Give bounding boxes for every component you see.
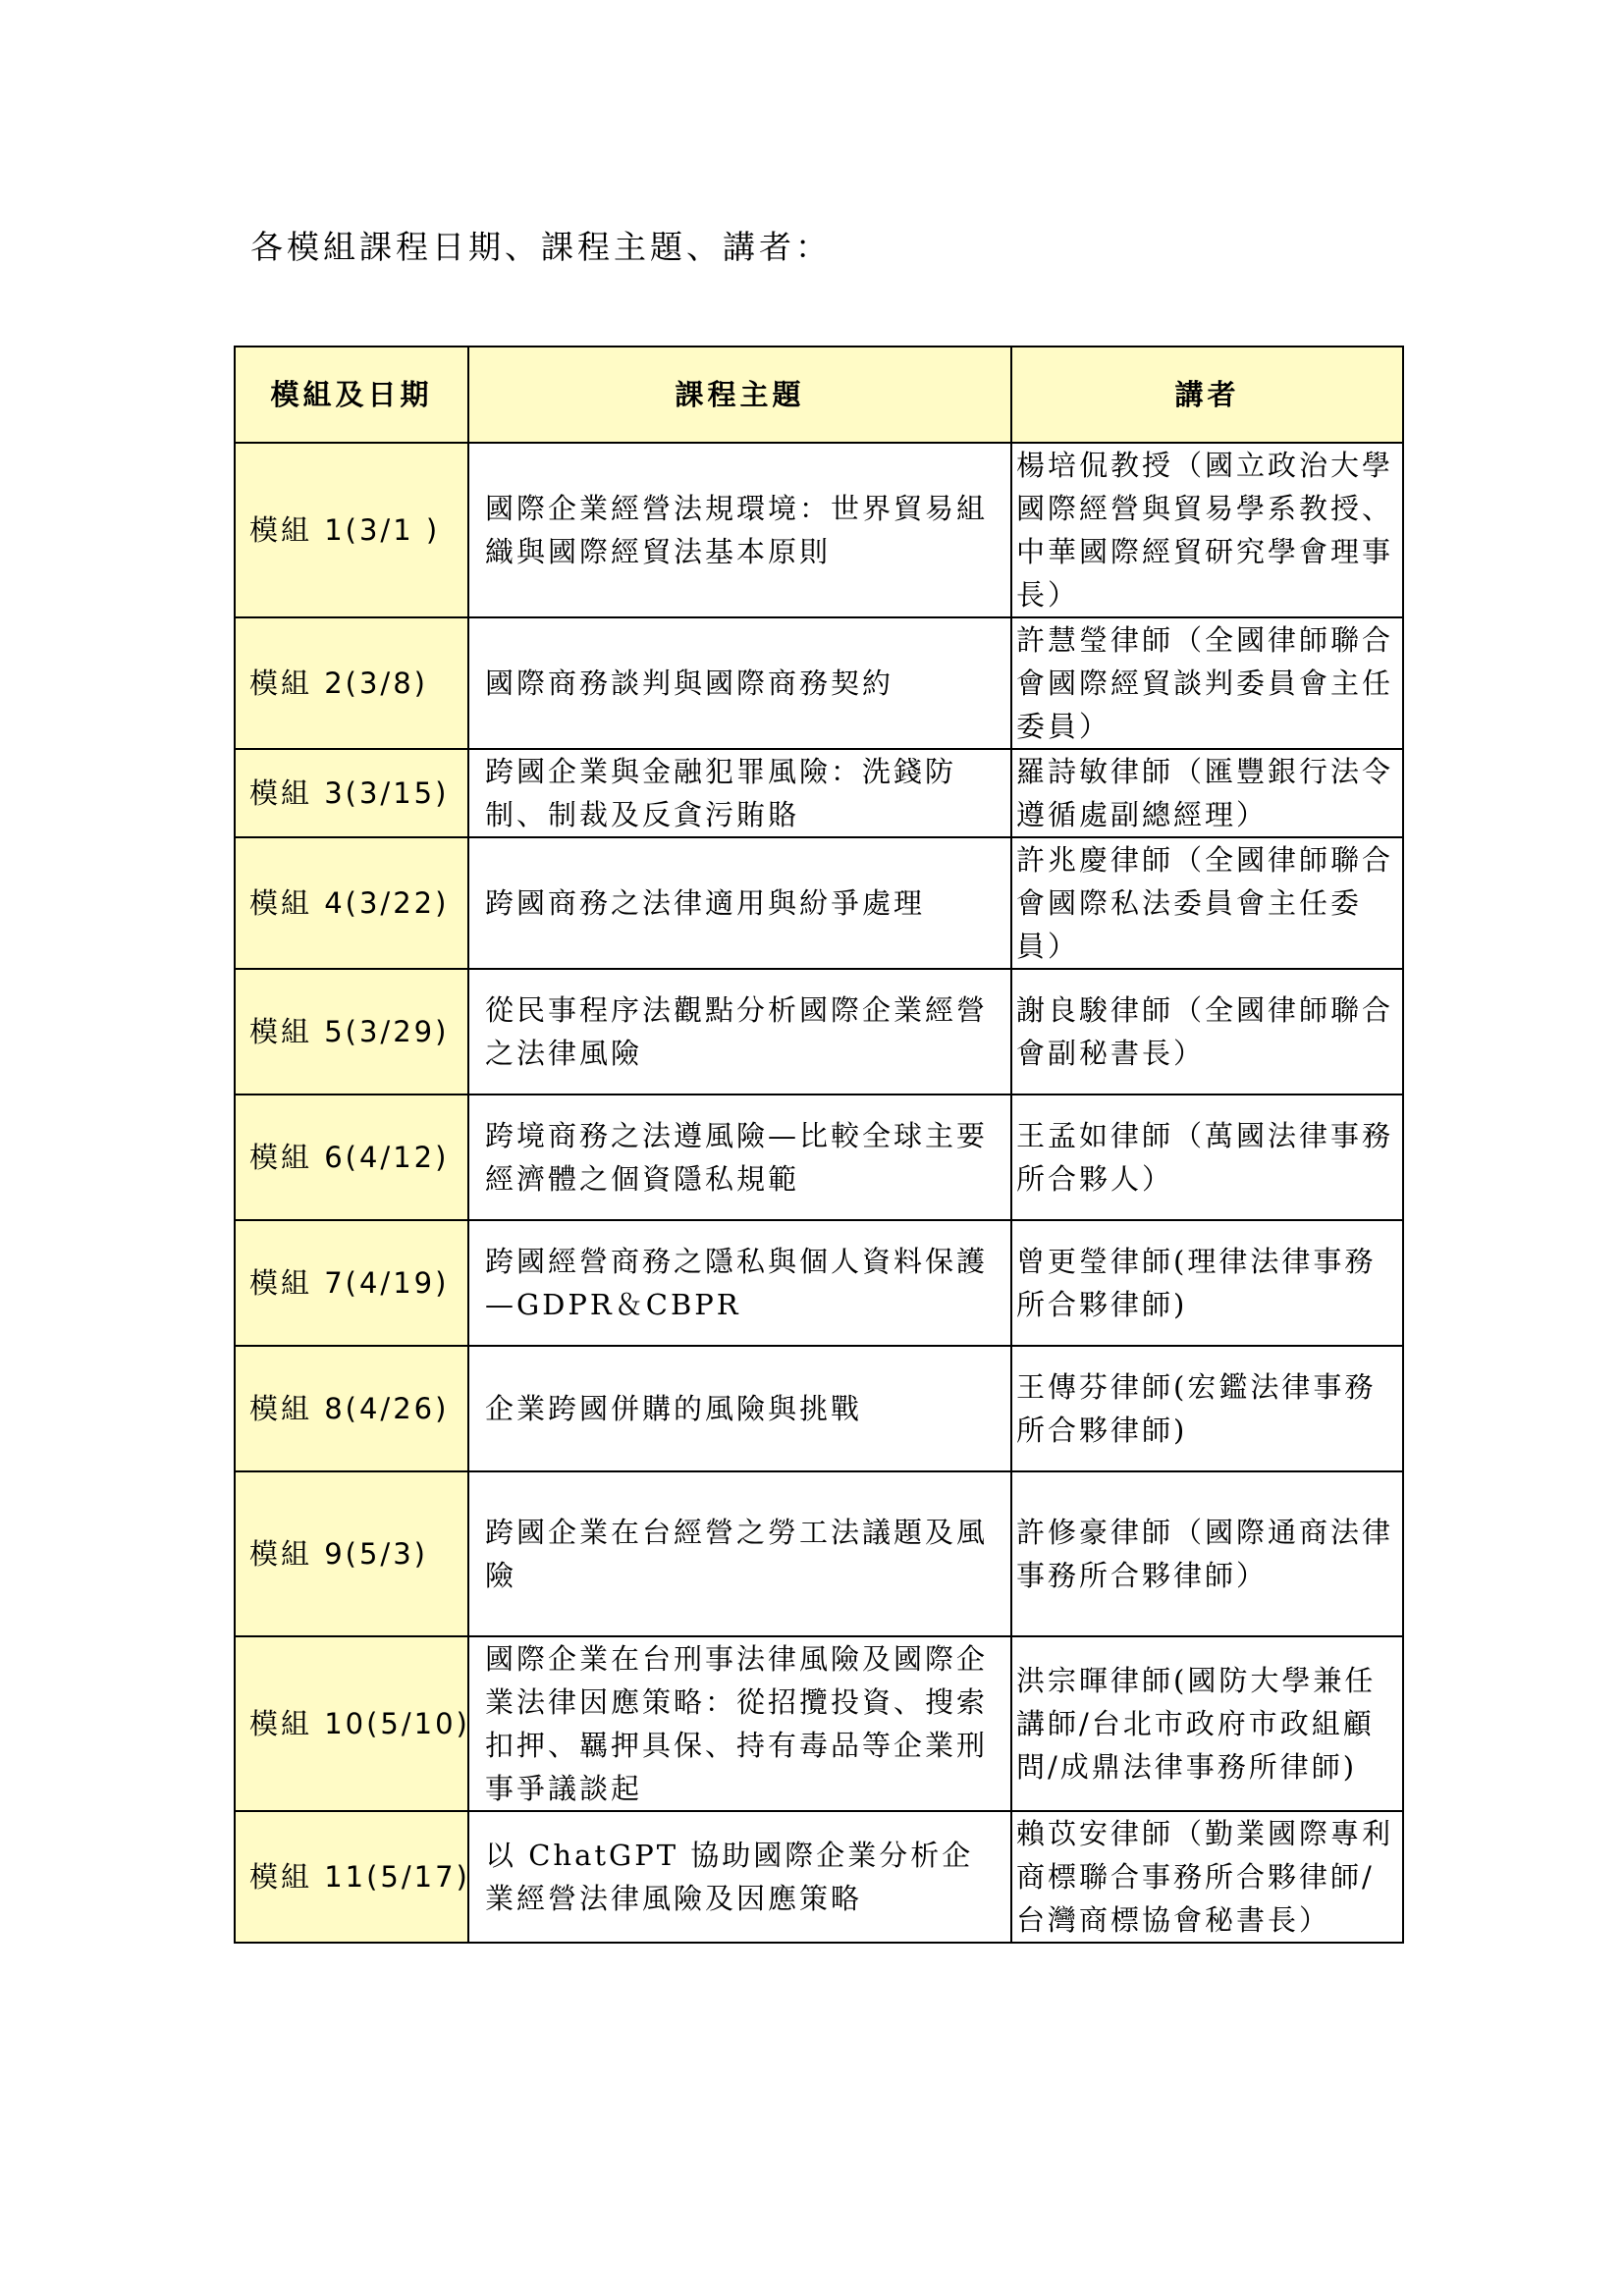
module-date-cell: 模組 11(5/17)	[235, 1811, 468, 1943]
course-topic-cell: 跨國企業與金融犯罪風險：洗錢防制、制裁及反貪污賄賂	[468, 749, 1011, 837]
speaker-cell: 王傳芬律師(宏鑑法律事務所合夥律師)	[1011, 1346, 1403, 1471]
module-date-cell: 模組 5(3/29)	[235, 969, 468, 1095]
module-date-cell: 模組 1(3/1 )	[235, 443, 468, 617]
module-date-cell: 模組 2(3/8)	[235, 617, 468, 749]
page-heading: 各模組課程日期、課程主題、講者：	[250, 228, 832, 266]
module-date-cell: 模組 6(4/12)	[235, 1095, 468, 1220]
module-date-cell: 模組 9(5/3)	[235, 1471, 468, 1636]
module-date-cell: 模組 8(4/26)	[235, 1346, 468, 1471]
module-date-cell: 模組 4(3/22)	[235, 837, 468, 969]
table-row	[235, 1220, 1403, 1346]
table-row	[235, 1636, 1403, 1811]
header-module-date: 模組及日期	[235, 347, 468, 443]
course-topic-cell: 跨國經營商務之隱私與個人資料保護—GDPR＆CBPR	[468, 1220, 1011, 1346]
table-row	[235, 443, 1403, 617]
module-date-cell: 模組 7(4/19)	[235, 1220, 468, 1346]
table-row	[235, 1346, 1403, 1471]
table-row	[235, 1471, 1403, 1636]
module-date-cell: 模組 10(5/10)	[235, 1636, 468, 1811]
course-topic-cell: 國際企業在台刑事法律風險及國際企業法律因應策略：從招攬投資、搜索扣押、羈押具保、持有毒品等企業刑事爭議談起	[468, 1636, 1011, 1811]
speaker-cell: 洪宗暉律師(國防大學兼任講師/台北市政府市政組顧問/成鼎法律事務所律師)	[1011, 1636, 1403, 1811]
course-topic-cell: 國際企業經營法規環境：世界貿易組織與國際經貿法基本原則	[468, 443, 1011, 617]
course-schedule-table	[234, 346, 1404, 1944]
table-row	[235, 837, 1403, 969]
speaker-cell: 許兆慶律師（全國律師聯合會國際私法委員會主任委員）	[1011, 837, 1403, 969]
course-topic-cell: 跨國企業在台經營之勞工法議題及風險	[468, 1471, 1011, 1636]
course-topic-cell: 國際商務談判與國際商務契約	[468, 617, 1011, 749]
table-row	[235, 1811, 1403, 1943]
table-row	[235, 969, 1403, 1095]
header-speaker: 講者	[1011, 347, 1403, 443]
speaker-cell: 曾更瑩律師(理律法律事務所合夥律師)	[1011, 1220, 1403, 1346]
speaker-cell: 羅詩敏律師（匯豐銀行法令遵循處副總經理）	[1011, 749, 1403, 837]
module-date-cell: 模組 3(3/15)	[235, 749, 468, 837]
speaker-cell: 許修豪律師（國際通商法律事務所合夥律師）	[1011, 1471, 1403, 1636]
course-topic-cell: 企業跨國併購的風險與挑戰	[468, 1346, 1011, 1471]
speaker-cell: 楊培侃教授（國立政治大學國際經營與貿易學系教授、中華國際經貿研究學會理事長）	[1011, 443, 1403, 617]
course-topic-cell: 從民事程序法觀點分析國際企業經營之法律風險	[468, 969, 1011, 1095]
course-topic-cell: 以 ChatGPT 協助國際企業分析企業經營法律風險及因應策略	[468, 1811, 1011, 1943]
course-topic-cell: 跨境商務之法遵風險—比較全球主要經濟體之個資隱私規範	[468, 1095, 1011, 1220]
speaker-cell: 賴苡安律師（勤業國際專利商標聯合事務所合夥律師/台灣商標協會秘書長）	[1011, 1811, 1403, 1943]
header-course-topic: 課程主題	[468, 347, 1011, 443]
table-row	[235, 749, 1403, 837]
speaker-cell: 許慧瑩律師（全國律師聯合會國際經貿談判委員會主任委員）	[1011, 617, 1403, 749]
table-header-row	[235, 347, 1403, 443]
speaker-cell: 王孟如律師（萬國法律事務所合夥人）	[1011, 1095, 1403, 1220]
speaker-cell: 謝良駿律師（全國律師聯合會副秘書長）	[1011, 969, 1403, 1095]
table-row	[235, 617, 1403, 749]
course-topic-cell: 跨國商務之法律適用與紛爭處理	[468, 837, 1011, 969]
table-row	[235, 1095, 1403, 1220]
